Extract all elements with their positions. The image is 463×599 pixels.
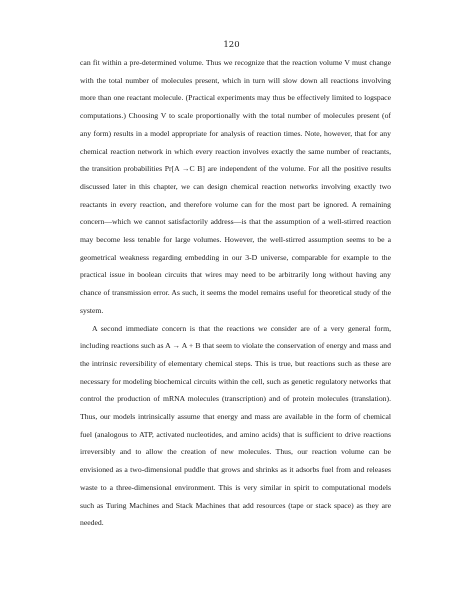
paragraph-2: A second immediate concern is that the reactions we consider are of a very general form, including reactions such as A → A + B that seem to violate the conservation of energy and mass and the intrinsic reversibility of elementary chemical steps. This is true, but reactions such as these are necessary for modeling biochemical circuits within the cell, such as genetic regulatory networks that control the production of mRNA molecules (transcription) and of protein molecules (translation). Thus, our models intrinsically assume that energy and mass are available in the form of chemical fuel (analogous to ATP, activated nucleotides, and amino acids) that is sufficient to drive reactions irreversibly and to allow the creation of new molecules. Thus, our reaction volume can be envisioned as a two-dimensional puddle that grows and shrinks as it adsorbs fuel from and releases waste to a three-dimensional environment. This is very similar in spirit to computational models such as Turing Machines and Stack Machines that add resources (tape or stack space) as they are needed. xyxy=(80,323,391,528)
page-number: 120 xyxy=(223,40,240,50)
body-text xyxy=(80,54,391,532)
paragraph-1: can fit within a pre-determined volume. Thus we recognize that the reaction volume V must change with the total number of molecules present, which in turn will slow down all reactions involving more than one reactant molecule. (Practical experiments may thus be effectively limited to logspace computations.) Choosing V to scale proportionally with the total number of molecules present (of any form) results in a model appropriate for analysis of reaction times. Note, however, that for any chemical reaction network in which every reaction involves exactly the same number of reactants, the transition probabilities Pr[A →C B] are independent of the volume. For all the positive results discussed later in this chapter, we can design chemical reaction networks involving exactly two reactants in every reaction, and therefore volume can for the most part be ignored. A remaining concern—which we cannot satisfactorily address—is that the assumption of a well-stirred reaction may become less tenable for large volumes. However, the well-stirred assumption seems to be a geometrical weakness regarding embedding in our 3-D universe, comparable for example to the practical issue in boolean circuits that wires may need to be arbitrarily long without having any chance of transmission error. As such, it seems the model remains useful for theoretical study of the system. xyxy=(80,58,391,315)
